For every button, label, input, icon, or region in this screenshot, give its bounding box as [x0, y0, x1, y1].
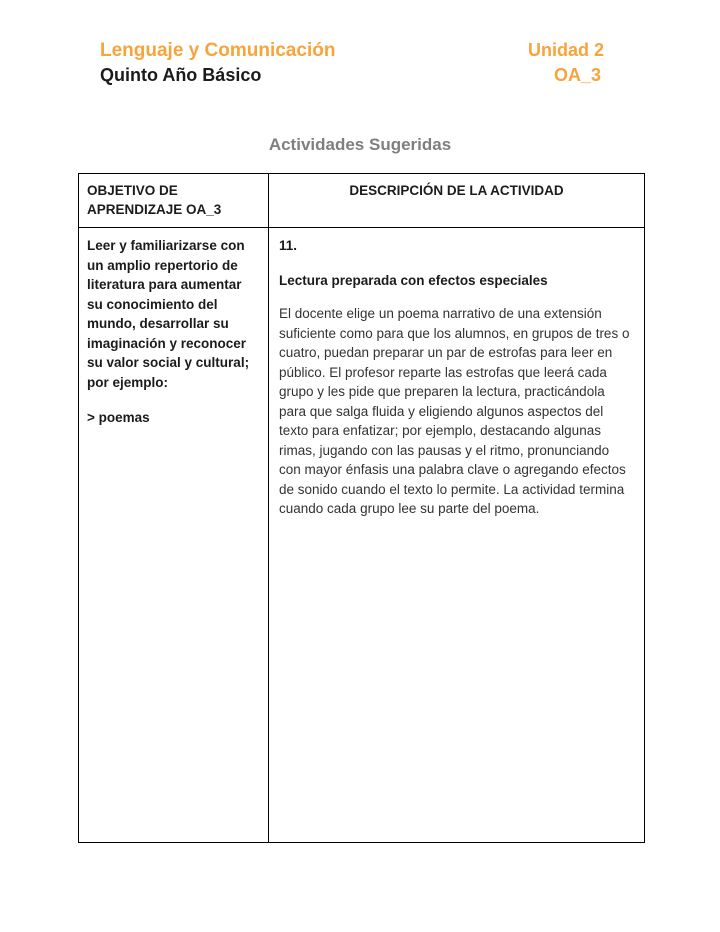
unit-label: Unidad 2	[528, 40, 605, 60]
objective-cell	[79, 228, 269, 843]
oa-label: OA_3	[554, 65, 602, 85]
description-cell	[269, 228, 645, 843]
grade-subtitle: Quinto Año Básico	[100, 65, 262, 85]
description-column-header: DESCRIPCIÓN DE LA ACTIVIDAD	[269, 174, 645, 228]
activities-table	[78, 173, 645, 843]
table-row	[79, 228, 645, 843]
activity-title: Lectura preparada con efectos especiales	[279, 272, 548, 288]
subject-title: Lenguaje y Comunicación	[100, 40, 336, 61]
objective-example: > poemas	[87, 410, 150, 425]
header-left-block	[100, 38, 335, 87]
objective-column-header: OBJETIVO DE APRENDIZAJE OA_3	[79, 174, 269, 228]
document-header	[0, 0, 720, 87]
objective-text: Leer y familiarizarse con un amplio repertorio de literatura para aumentar su conocimiento del mundo, desarrollar su imaginación y reconocer su valor social y cultural; por ejemplo:	[87, 238, 250, 390]
header-right-block	[528, 38, 620, 87]
page-title: Actividades Sugeridas	[268, 135, 452, 154]
table-header-row	[79, 174, 645, 228]
activity-description: El docente elige un poema narrativo de una extensión suficiente como para que los alumnos, en grupos de tres o cuatro, puedan preparar un par de estrofas para leer en público. El profesor reparte las estrofas que leerá cada grupo y les pide que preparen la lectura, practicándola para que salga fluida y eligiendo algunos aspectos del texto para enfatizar; por ejemplo, destacando algunas rimas, jugando con las pausas y el ritmo, pronunciando con mayor énfasis una palabra clave o agregando efectos de sonido cuando el texto lo permite. La actividad termina cuando cada grupo lee su parte del poema.	[279, 306, 630, 516]
activity-number: 11.	[279, 238, 298, 253]
